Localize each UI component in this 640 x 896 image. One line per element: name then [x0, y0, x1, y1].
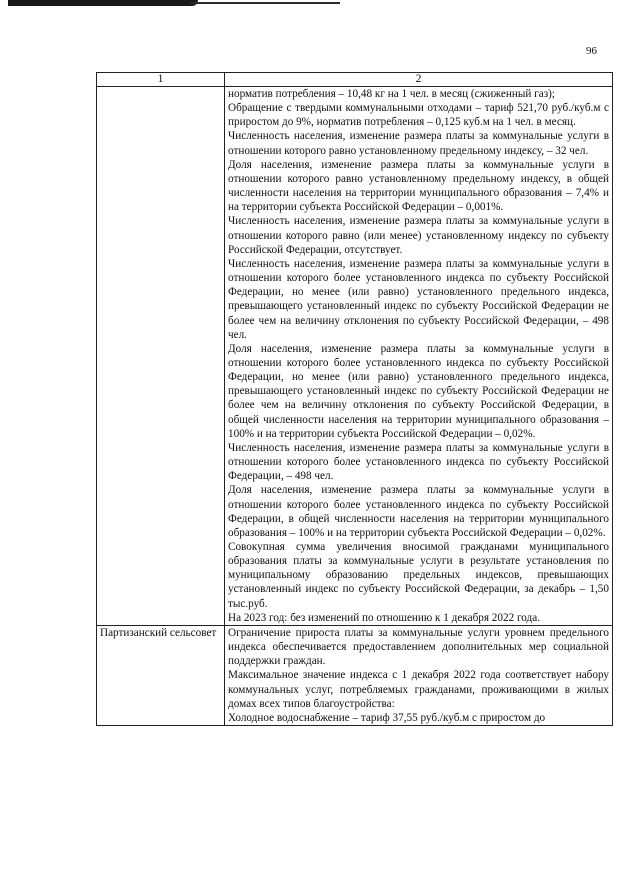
paragraph: Доля населения, изменение размера платы за коммунальные услуги в отношении которого более установленного индекса по субъекту Российской Федерации, но менее (или равно) установленного предельного индекса, превышающего установленный индекс по субъекту Российской Федерации не более чем на величину отклонения по субъекту Российской Федерации, в общей численности населения на территории муниципального образования – 100% и на территории субъекта Российской Федерации – 0,02%. [228, 342, 609, 440]
description-cell [225, 87, 613, 626]
paragraph: Доля населения, изменение размера платы за коммунальные услуги в отношении которого равно установленному предельному индексу, в общей численности населения на территории муниципального образования – 7,4% и на территории субъекта Российской Федерации – 0,001%. [228, 158, 609, 214]
table-row [97, 87, 613, 626]
municipality-cell [97, 87, 225, 626]
paragraph: Доля населения, изменение размера платы за коммунальные услуги в отношении которого более установленного индекса по субъекту Российской Федерации, в общей численности населения на территории муниципального образования – 100% и на территории субъекта Российской Федерации – 0,02%. [228, 484, 609, 539]
table-header-row [97, 73, 613, 87]
paragraph: Численность населения, изменение размера платы за коммунальные услуги в отношении которого равно (или менее) установленному индексу по субъекту Российской Федерации, отсутствует. [228, 215, 609, 256]
column-header-1: 1 [97, 73, 225, 87]
page-number: 96 [586, 45, 597, 57]
paragraph: Численность населения, изменение размера платы за коммунальные услуги в отношении которого более установленного индекса по субъекту Российской Федерации, – 498 чел. [228, 441, 609, 483]
description-cell [225, 625, 613, 725]
table-row [97, 625, 613, 725]
scan-artifact-line [190, 2, 340, 4]
column-header-2: 2 [225, 73, 613, 87]
paragraph: Численность населения, изменение размера платы за коммунальные услуги в отношении которого равно установленному предельному индексу, – 32 чел. [228, 130, 609, 157]
document-table [96, 72, 613, 726]
scan-artifact [8, 0, 198, 6]
paragraph: Холодное водоснабжение – тариф 37,55 руб./куб.м с приростом до [228, 711, 546, 724]
paragraph: Совокупная сумма увеличения вносимой гражданами муниципального образования платы за коммунальные услуги в результате установления по муниципальному образованию предельных индексов, превышающих установленный индекс по субъекту Российской Федерации, за декабрь – 1,50 тыс.руб. [228, 541, 609, 610]
paragraph: норматив потребления – 10,48 кг на 1 чел. в месяц (сжиженный газ); [228, 88, 555, 100]
paragraph: Численность населения, изменение размера платы за коммунальные услуги в отношении которого более установленного индекса по субъекту Российской Федерации, но менее (или равно) установленного предельного индекса, превышающего установленный индекс по субъекту Российской Федерации не более чем на величину отклонения по субъекту Российской Федерации, – 498 чел. [228, 257, 609, 341]
paragraph: Максимальное значение индекса с 1 декабря 2022 года соответствует набору коммунальных услуг, потребляемых гражданами, проживающими в жилых домах всех типов благоустройства: [228, 669, 609, 710]
paragraph: Обращение с твердыми коммунальными отходами – тариф 521,70 руб./куб.м с приростом до 9%, норматив потребления – 0,125 куб.м на 1 чел. в месяц. [228, 102, 609, 129]
paragraph: На 2023 год: без изменений по отношению к 1 декабря 2022 года. [228, 611, 541, 624]
municipality-cell: Партизанский сельсовет [97, 625, 225, 725]
paragraph: Ограничение прироста платы за коммунальные услуги уровнем предельного индекса обеспечивается предоставлением дополнительных мер социальной поддержки граждан. [228, 626, 609, 668]
